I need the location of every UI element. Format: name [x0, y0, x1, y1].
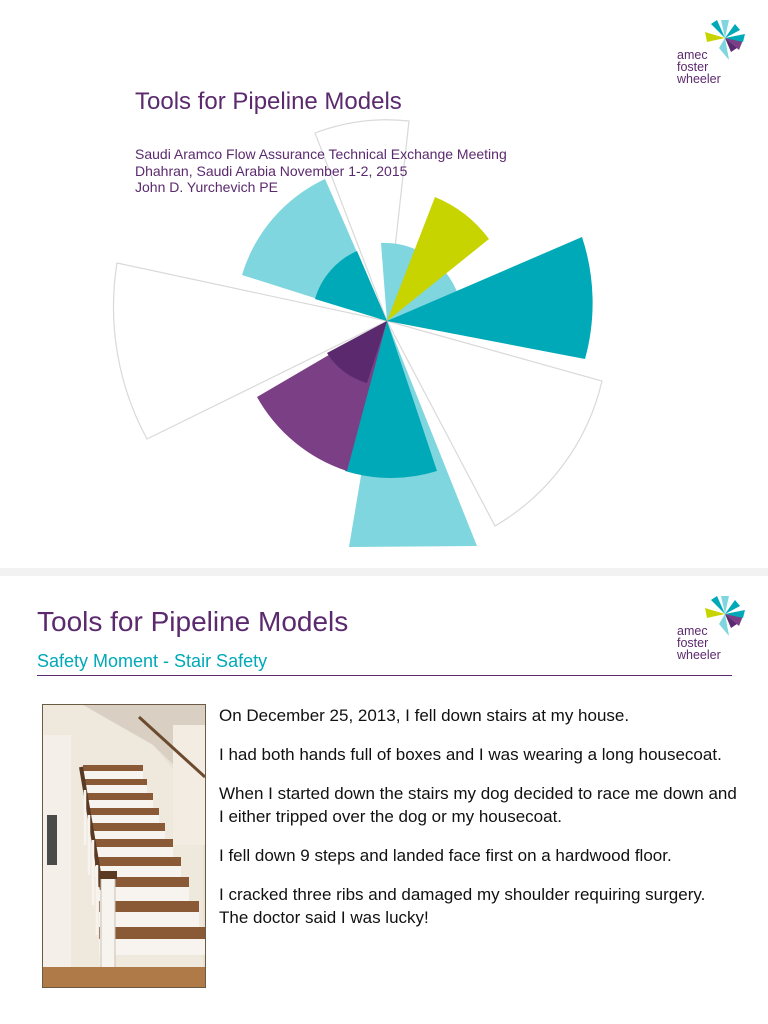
meeting-line: Saudi Aramco Flow Assurance Technical Exchange Meeting: [135, 146, 507, 162]
location-line: Dhahran, Saudi Arabia November 1-2, 2015: [135, 162, 408, 179]
story-paragraph: When I started down the stairs my dog decided to race me down and I either tripped over the dog or my housecoat.: [219, 784, 737, 826]
story-paragraph: I had both hands full of boxes and I was wearing a long housecoat.: [219, 745, 722, 764]
story-paragraph: I fell down 9 steps and landed face first on a hardwood floor.: [219, 846, 672, 865]
logo-line-1: amec: [677, 624, 708, 638]
logo-line-1: amec: [677, 48, 708, 62]
slide2-title: Tools for Pipeline Models: [37, 606, 349, 637]
logo-line-2: foster: [677, 636, 709, 650]
logo-line-3: wheeler: [677, 72, 721, 86]
story-paragraph: On December 25, 2013, I fell down stairs at my house.: [219, 706, 630, 725]
presenter-line: John D. Yurchevich PE: [135, 179, 278, 195]
logo-line-3: wheeler: [677, 648, 721, 662]
logo-line-2: foster: [677, 60, 709, 74]
story-paragraph: I cracked three ribs and damaged my shoulder requiring surgery. The doctor said I was lucky!: [219, 885, 706, 927]
logo-wordmark: [677, 625, 721, 661]
meeting-details: [135, 146, 507, 196]
staircase-photo: [42, 704, 206, 988]
title-rule: [37, 675, 732, 676]
safety-story: [219, 704, 739, 945]
slide2-subtitle: Safety Moment - Stair Safety: [37, 651, 268, 671]
slide-divider: [0, 568, 768, 576]
slide1-title: Tools for Pipeline Models: [135, 88, 402, 115]
safety-moment-slide: [0, 576, 768, 1024]
